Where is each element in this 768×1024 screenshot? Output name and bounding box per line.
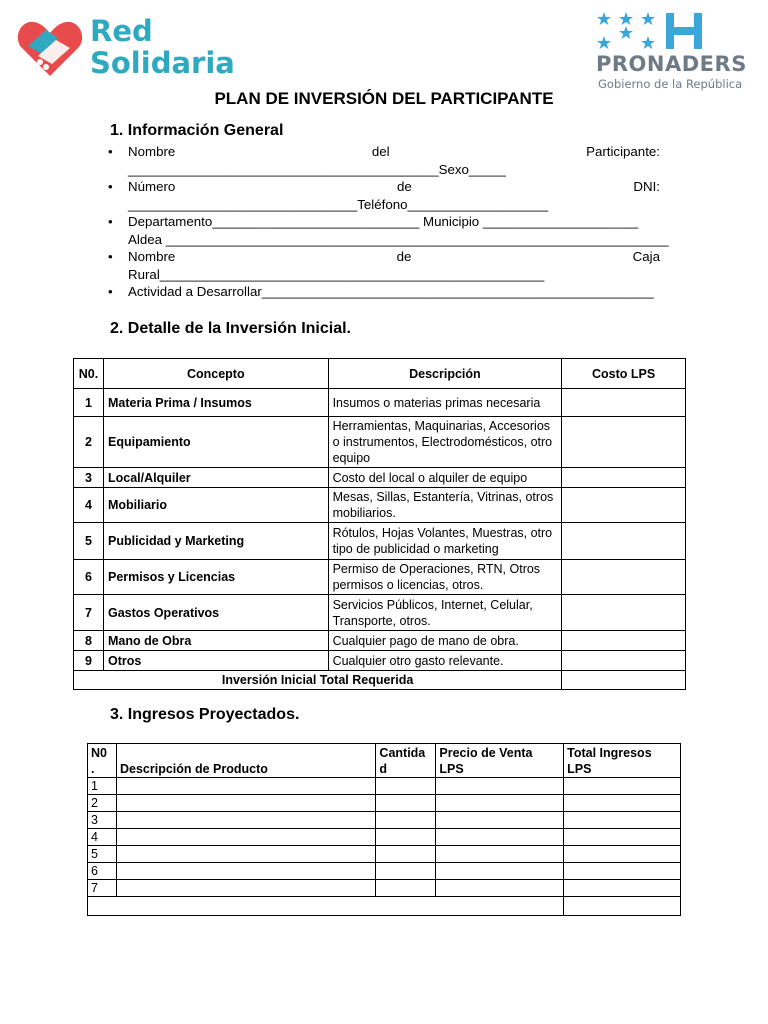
- row-number: 4: [74, 488, 104, 523]
- qty-cell[interactable]: [376, 812, 436, 829]
- general-info-list: [108, 143, 669, 301]
- row-descripcion: Rótulos, Hojas Volantes, Muestras, otro tipo de publicidad o marketing: [328, 523, 562, 560]
- row-costo-cell[interactable]: [562, 651, 686, 671]
- total-cell[interactable]: [564, 829, 681, 846]
- table-row: [88, 829, 681, 846]
- table-row: [88, 880, 681, 897]
- product-cell[interactable]: [116, 880, 375, 897]
- total-costo-cell[interactable]: [562, 671, 686, 690]
- price-cell[interactable]: [436, 880, 564, 897]
- row-costo-cell[interactable]: [562, 560, 686, 595]
- table-row: [74, 468, 686, 488]
- list-item: [108, 248, 660, 283]
- qty-cell[interactable]: [376, 880, 436, 897]
- grand-total-cell[interactable]: [564, 897, 681, 916]
- row-number: 4: [88, 829, 117, 846]
- product-cell[interactable]: [116, 863, 375, 880]
- header-no: N0.: [74, 359, 104, 389]
- row-number: 9: [74, 651, 104, 671]
- row-descripcion: Herramientas, Maquinarias, Accesorios o instrumentos, Electrodomésticos, otro equipo: [328, 417, 562, 468]
- table-row: [74, 417, 686, 468]
- nombre-sexo-field[interactable]: __________________________________________Sexo_____: [128, 161, 506, 177]
- dni-telefono-field[interactable]: _______________________________Teléfono___________________: [128, 196, 549, 212]
- pronaders-logo: [594, 10, 759, 92]
- pronaders-subtitle: Gobierno de la República: [598, 77, 743, 91]
- row-costo-cell[interactable]: [562, 468, 686, 488]
- aldea-field[interactable]: Aldea ____________________________________________________________________: [128, 231, 669, 247]
- total-label: Inversión Inicial Total Requerida: [74, 671, 562, 690]
- row-concepto: Local/Alquiler: [103, 468, 328, 488]
- price-cell[interactable]: [436, 846, 564, 863]
- investment-table: [73, 358, 686, 690]
- row-number: 6: [88, 863, 117, 880]
- table-row: [74, 651, 686, 671]
- row-number: 6: [74, 560, 104, 595]
- row-number: 3: [74, 468, 104, 488]
- row-costo-cell[interactable]: [562, 389, 686, 417]
- product-cell[interactable]: [116, 778, 375, 795]
- departamento-municipio-field[interactable]: • Departamento____________________________ Municipio _____________________: [128, 214, 639, 229]
- row-concepto: Publicidad y Marketing: [103, 523, 328, 560]
- qty-cell[interactable]: [376, 863, 436, 880]
- product-cell[interactable]: [116, 795, 375, 812]
- label-caja: Caja: [632, 249, 660, 264]
- row-descripcion: Cualquier otro gasto relevante.: [328, 651, 562, 671]
- actividad-field[interactable]: • Actividad a Desarrollar_____________________________________________________: [128, 284, 654, 299]
- row-concepto: Permisos y Licencias: [103, 560, 328, 595]
- row-descripcion: Servicios Públicos, Internet, Celular, Transporte, otros.: [328, 595, 562, 631]
- row-number: 5: [88, 846, 117, 863]
- row-descripcion: Mesas, Sillas, Estantería, Vitrinas, otros mobiliarios.: [328, 488, 562, 523]
- header-total-ingresos: Total Ingresos LPS: [564, 744, 681, 778]
- label-dni: DNI:: [633, 179, 660, 194]
- label-numero: • Número: [128, 179, 176, 194]
- table-row: [88, 863, 681, 880]
- header-no: N0 .: [88, 744, 117, 778]
- header-descripcion: Descripción: [328, 359, 562, 389]
- list-item: [108, 213, 669, 248]
- row-costo-cell[interactable]: [562, 488, 686, 523]
- section-1-heading: 1. Información General: [110, 122, 284, 139]
- label-participante: Participante:: [586, 144, 660, 159]
- header-descripcion-producto: Descripción de Producto: [116, 744, 375, 778]
- qty-cell[interactable]: [376, 778, 436, 795]
- document-title: PLAN DE INVERSIÓN DEL PARTICIPANTE: [214, 89, 554, 108]
- row-number: 1: [74, 389, 104, 417]
- price-cell[interactable]: [436, 829, 564, 846]
- row-descripcion: Permiso de Operaciones, RTN, Otros permisos o licencias, otros.: [328, 560, 562, 595]
- table-row: [74, 523, 686, 560]
- total-cell[interactable]: [564, 880, 681, 897]
- row-number: 2: [88, 795, 117, 812]
- product-cell[interactable]: [116, 812, 375, 829]
- table-row: [74, 631, 686, 651]
- table-row: [88, 795, 681, 812]
- total-row: [88, 897, 681, 916]
- qty-cell[interactable]: [376, 829, 436, 846]
- row-number: 7: [88, 880, 117, 897]
- table-row: [74, 488, 686, 523]
- table-row: [88, 812, 681, 829]
- row-number: 8: [74, 631, 104, 651]
- table-row: [74, 560, 686, 595]
- list-item: [108, 178, 660, 213]
- total-cell[interactable]: [564, 795, 681, 812]
- row-number: 5: [74, 523, 104, 560]
- label-de-caja: de: [396, 249, 412, 264]
- table-row: [74, 595, 686, 631]
- price-cell[interactable]: [436, 812, 564, 829]
- total-cell[interactable]: [564, 778, 681, 795]
- list-item: [108, 283, 660, 301]
- price-cell[interactable]: [436, 863, 564, 880]
- row-descripcion: Cualquier pago de mano de obra.: [328, 631, 562, 651]
- red-solidaria-logo: [16, 14, 266, 84]
- row-concepto: Equipamiento: [103, 417, 328, 468]
- table-row: [74, 389, 686, 417]
- list-item: [108, 143, 660, 178]
- row-concepto: Materia Prima / Insumos: [103, 389, 328, 417]
- product-cell[interactable]: [116, 829, 375, 846]
- header-costo: Costo LPS: [562, 359, 686, 389]
- row-costo-cell[interactable]: [562, 417, 686, 468]
- total-cell[interactable]: [564, 863, 681, 880]
- row-concepto: Gastos Operativos: [103, 595, 328, 631]
- label-nombre: • Nombre: [128, 144, 176, 159]
- product-cell[interactable]: [116, 846, 375, 863]
- section-2-heading: 2. Detalle de la Inversión Inicial.: [110, 320, 351, 337]
- header-cantidad: Cantida d: [376, 744, 436, 778]
- table-row: [88, 846, 681, 863]
- qty-cell[interactable]: [376, 846, 436, 863]
- row-concepto: Mobiliario: [103, 488, 328, 523]
- price-cell[interactable]: [436, 795, 564, 812]
- row-costo-cell[interactable]: [562, 523, 686, 560]
- handshake-heart-icon: [16, 16, 84, 80]
- row-number: 2: [74, 417, 104, 468]
- income-table: [87, 743, 681, 916]
- logo-text-red: Red: [90, 14, 153, 48]
- row-descripcion: Insumos o materias primas necesaria: [328, 389, 562, 417]
- price-cell[interactable]: [436, 778, 564, 795]
- row-descripcion: Costo del local o alquiler de equipo: [328, 468, 562, 488]
- row-number: 1: [88, 778, 117, 795]
- caja-rural-field[interactable]: Rural____________________________________________________: [128, 266, 545, 282]
- total-cell[interactable]: [564, 812, 681, 829]
- logo-text-solidaria: Solidaria: [90, 46, 235, 80]
- row-costo-cell[interactable]: [562, 595, 686, 631]
- label-del: del: [371, 144, 390, 159]
- label-de: de: [396, 179, 412, 194]
- total-label-cell: [88, 897, 564, 916]
- row-costo-cell[interactable]: [562, 631, 686, 651]
- header-concepto: Concepto: [103, 359, 328, 389]
- row-concepto: Mano de Obra: [103, 631, 328, 651]
- row-number: 3: [88, 812, 117, 829]
- total-cell[interactable]: [564, 846, 681, 863]
- row-number: 7: [74, 595, 104, 631]
- qty-cell[interactable]: [376, 795, 436, 812]
- label-nombre-caja: • Nombre: [128, 249, 176, 264]
- stars-h-icon: [594, 10, 714, 54]
- row-concepto: Otros: [103, 651, 328, 671]
- section-3-heading: 3. Ingresos Proyectados.: [110, 706, 300, 723]
- pronaders-name: PRONADERS: [596, 52, 747, 76]
- table-row: [88, 778, 681, 795]
- total-row: [74, 671, 686, 690]
- header-precio-venta: Precio de Venta LPS: [436, 744, 564, 778]
